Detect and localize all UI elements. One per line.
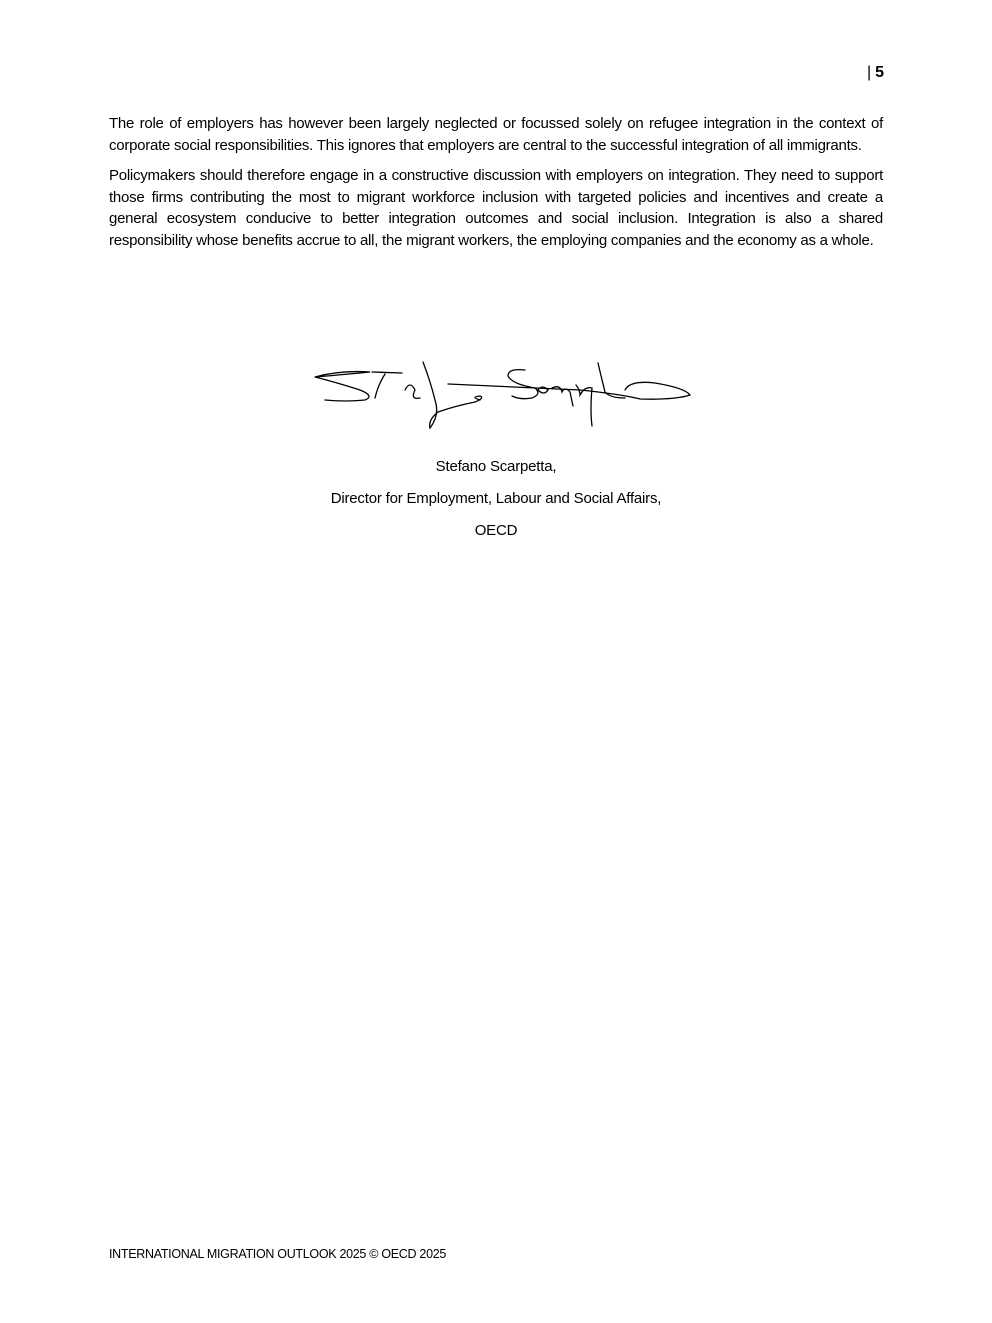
signatory-title: Director for Employment, Labour and Social Affairs, [330, 490, 662, 507]
page-footer: INTERNATIONAL MIGRATION OUTLOOK 2025 © OECD 2025 [109, 1247, 447, 1261]
page-number-value: 5 [875, 64, 884, 81]
body-text [109, 113, 883, 261]
signatory-organization: OECD [474, 522, 518, 539]
handwritten-signature [280, 350, 710, 450]
paragraph: The role of employers has however been largely neglected or focussed solely on refugee integration in the context of corporate social responsibilities. This ignores that employers are central to the successful integration of all immigrants. [109, 115, 883, 154]
page-number [867, 64, 884, 82]
signatory-name: Stefano Scarpetta, [435, 458, 557, 475]
paragraph: Policymakers should therefore engage in a constructive discussion with employers on integration. They need to support those firms contributing the most to migrant workforce inclusion with targeted policies and incentives and create a general ecosystem conducive to better integration outcomes and social inclusion. Integration is also a shared responsibility whose benefits accrue to all, the migrant workers, the employing companies and the economy as a whole. [109, 167, 883, 249]
page-number-separator: | [866, 64, 872, 81]
